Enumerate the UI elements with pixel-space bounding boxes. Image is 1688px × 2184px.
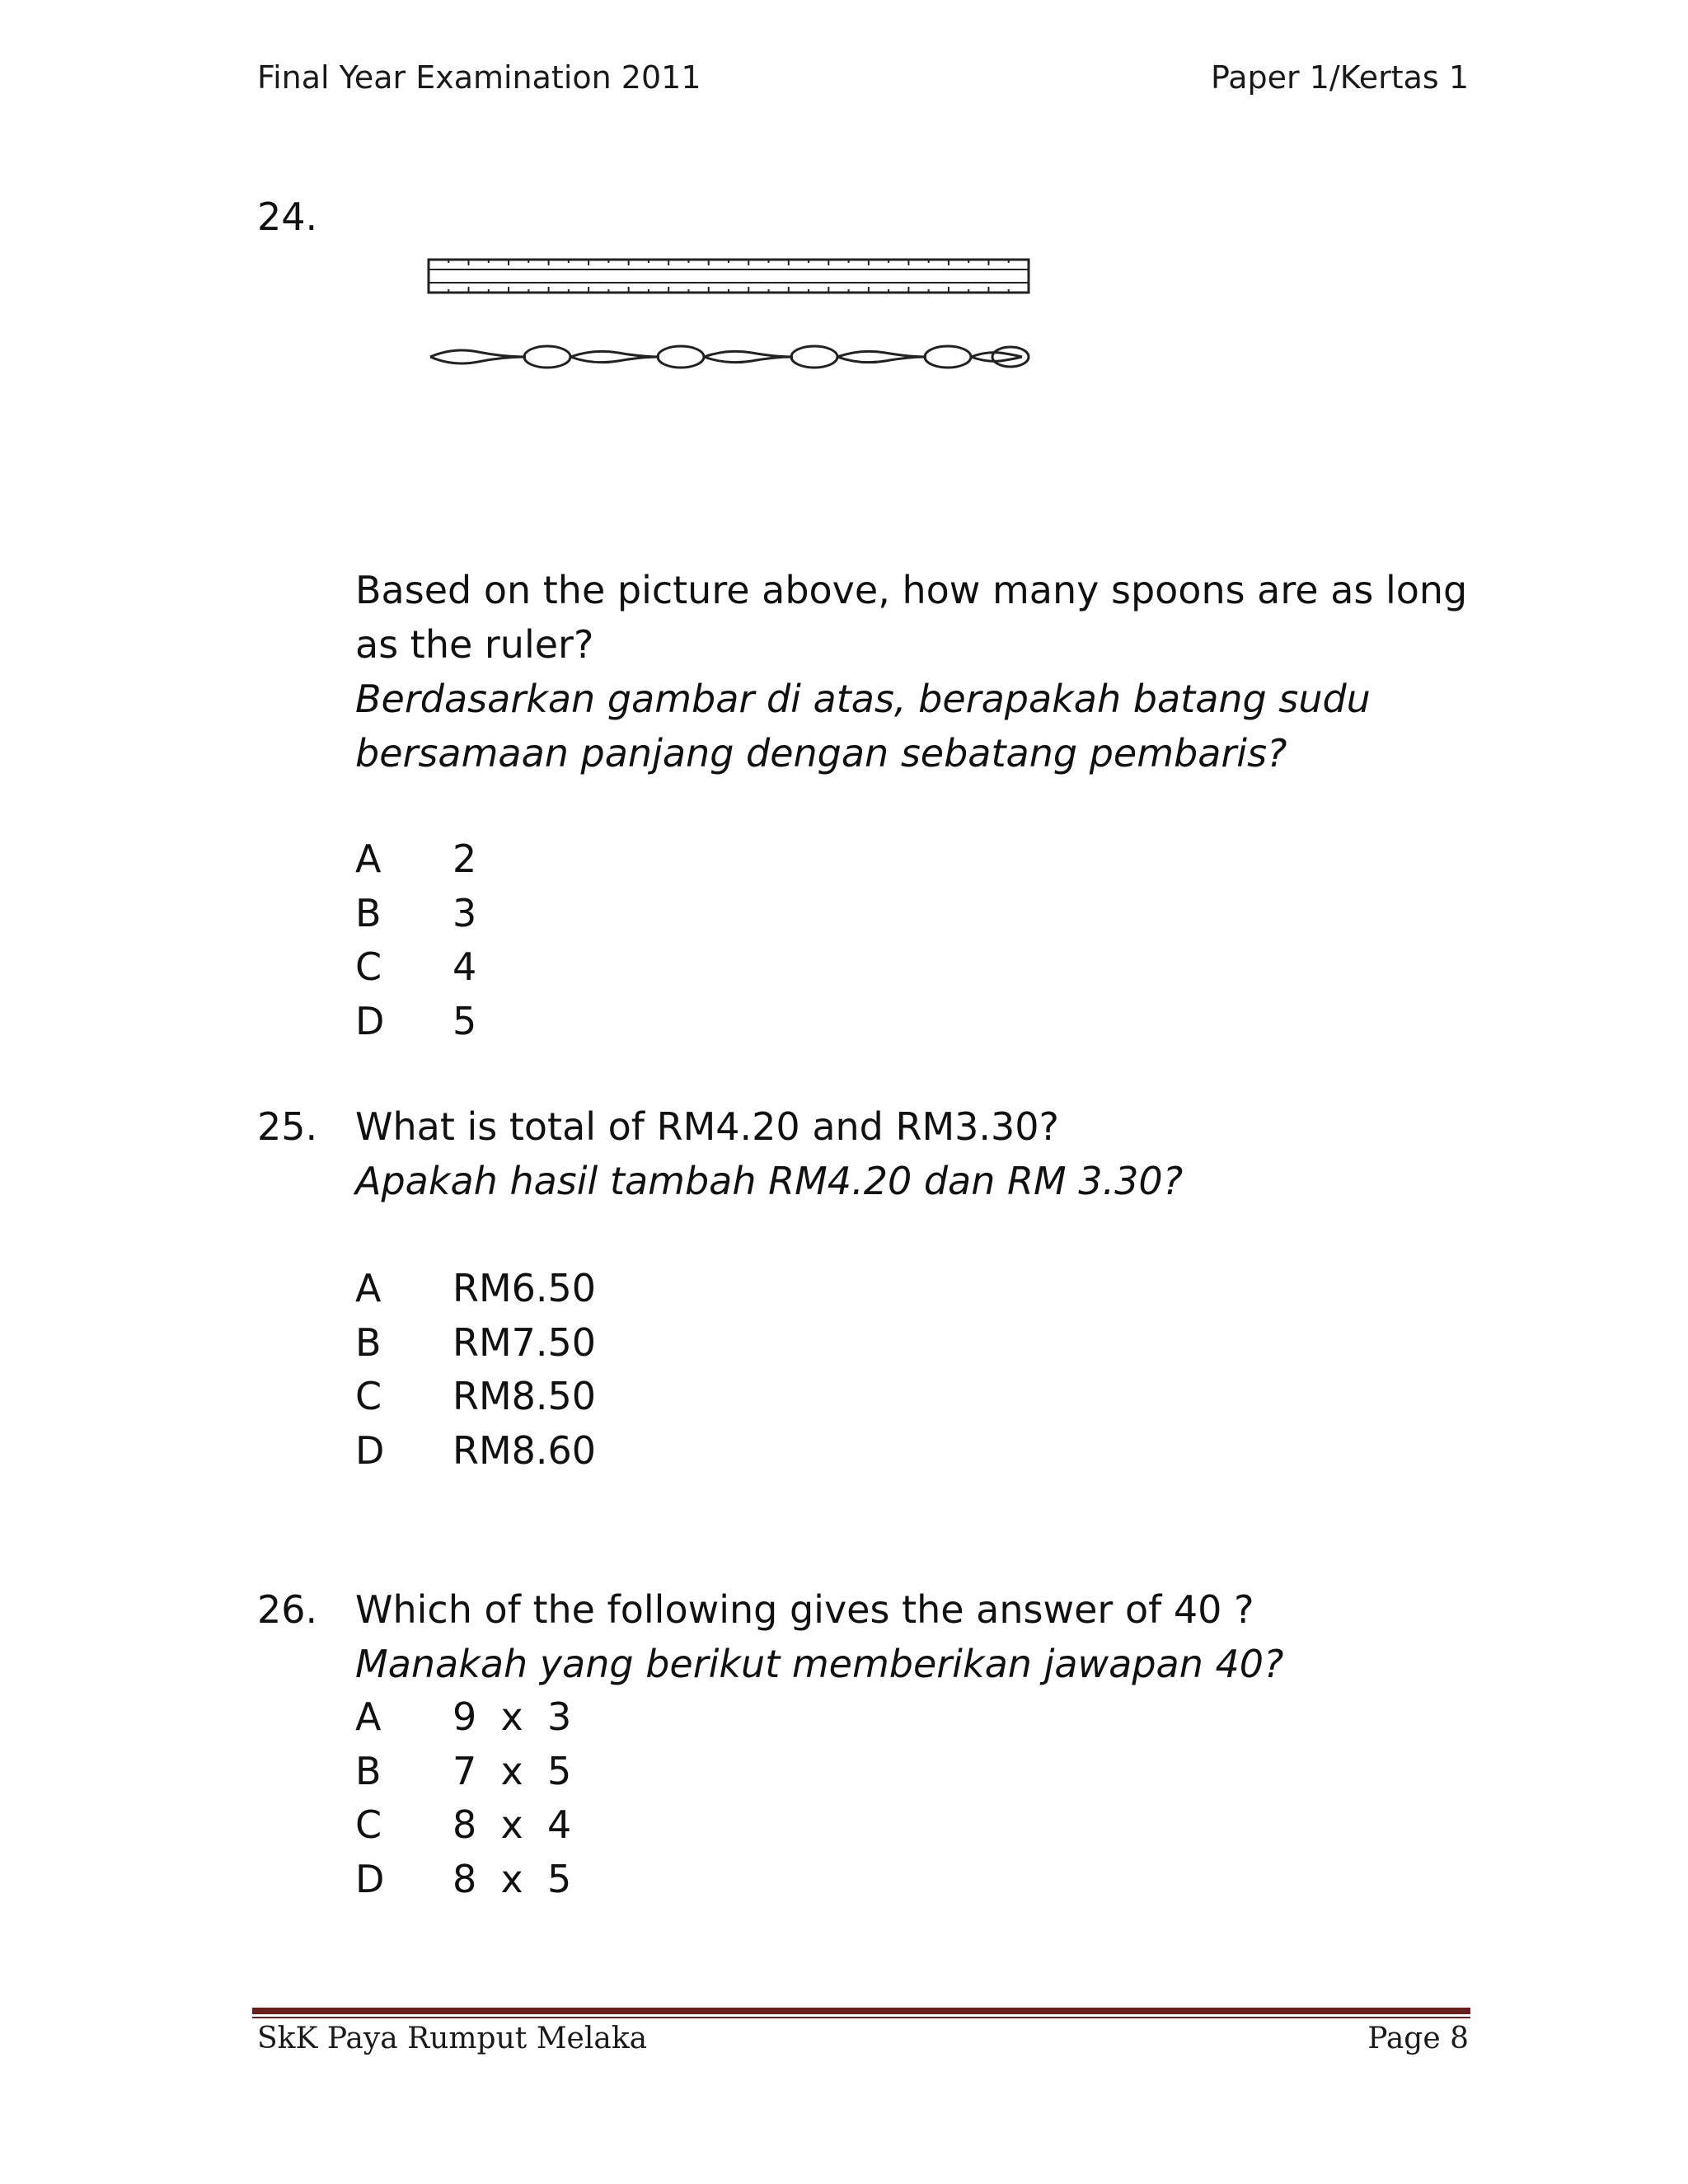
- option-value: RM6.50: [452, 1266, 597, 1310]
- question-25-text-en: What is total of RM4.20 and RM3.30?: [355, 1104, 1059, 1149]
- question-24-text-ms-line2: bersamaan panjang dengan sebatang pembaris?: [355, 731, 1287, 776]
- question-25-text-ms: Apakah hasil tambah RM4.20 dan RM 3.30?: [355, 1159, 1184, 1203]
- option-letter: C: [355, 1374, 382, 1418]
- question-24-number: 24.: [257, 194, 318, 239]
- spoons-drawing: [430, 346, 1029, 368]
- option-value: 7 x 5: [452, 1748, 572, 1793]
- question-26-number: 26.: [257, 1587, 318, 1632]
- option-value: RM7.50: [452, 1319, 597, 1365]
- question-26-text-en: Which of the following gives the answer of 40 ?: [355, 1587, 1254, 1632]
- option-value: 5: [452, 998, 477, 1043]
- option-letter: B: [355, 1748, 382, 1793]
- option-letter: B: [355, 890, 382, 935]
- option-letter: D: [355, 998, 385, 1043]
- header-paper-label: Paper 1/Kertas 1: [1211, 59, 1469, 96]
- option-letter: D: [355, 1427, 385, 1473]
- option-value: 4: [452, 944, 477, 989]
- question-24-text-en-line2: as the ruler?: [355, 622, 594, 667]
- option-letter: C: [355, 1802, 382, 1847]
- option-letter: A: [355, 1266, 382, 1310]
- option-value: 8 x 4: [452, 1802, 572, 1847]
- footer-page-number: Page 8: [1367, 2022, 1469, 2055]
- option-letter: B: [355, 1319, 382, 1365]
- footer-rule-thin: [252, 2017, 1470, 2018]
- option-value: 9 x 3: [452, 1694, 572, 1739]
- question-24-text-ms-line1: Berdasarkan gambar di atas, berapakah batang sudu: [355, 677, 1371, 721]
- question-26-text-ms: Manakah yang berikut memberikan jawapan 40?: [355, 1642, 1284, 1686]
- header-exam-title: Final Year Examination 2011: [257, 59, 701, 96]
- question-24-text-en-line1: Based on the picture above, how many spoons are as long: [355, 568, 1468, 612]
- question-25-number: 25.: [257, 1104, 318, 1149]
- option-value: RM8.50: [452, 1374, 597, 1418]
- option-letter: C: [355, 944, 382, 989]
- option-letter: A: [355, 1694, 382, 1739]
- option-letter: A: [355, 837, 382, 881]
- option-value: 3: [452, 890, 477, 935]
- option-letter: D: [355, 1856, 385, 1901]
- ruler-and-spoons-figure: [420, 251, 1039, 383]
- option-value: 2: [452, 837, 477, 881]
- footer-rule-thick: [252, 2008, 1470, 2014]
- option-value: 8 x 5: [452, 1856, 572, 1901]
- footer-school-name: SkK Paya Rumput Melaka: [257, 2022, 648, 2055]
- ruler-drawing: [429, 260, 1029, 293]
- option-value: RM8.60: [452, 1427, 597, 1473]
